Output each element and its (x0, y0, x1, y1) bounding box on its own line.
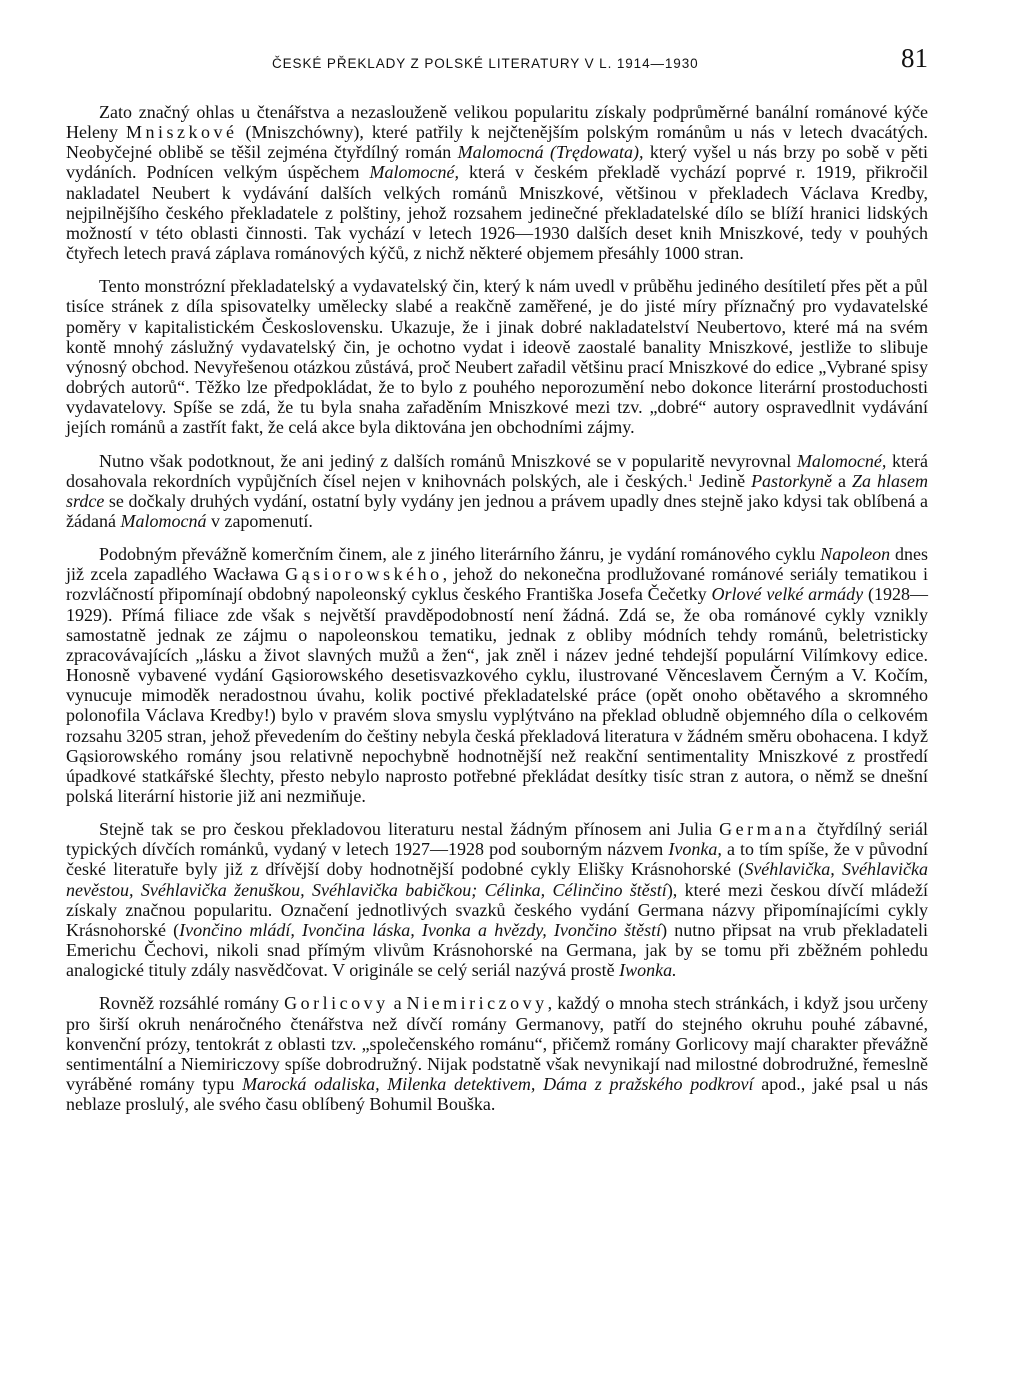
paragraph-3 (66, 451, 928, 532)
author-name-gasiorowski: Gąsiorowského (285, 564, 443, 585)
page-number: 81 (901, 43, 928, 73)
running-head-title: ČESKÉ PŘEKLADY Z POLSKÉ LITERATURY V L. 1914—1930 (272, 56, 699, 71)
p5-titles-krasnohorska: Svéhlavička, Svéhlavička nevěstou, Svéhlavička ženuškou, Svéhlavička babičkou; Célinka, Célinčino štěstí (66, 859, 928, 900)
p5-text-2: čtyřdílný seriál typických dívčích románků, vydaný v letech 1927—1928 pod souborným názvem (66, 819, 928, 860)
p1-title-malomocne: Malomocné, (369, 162, 459, 183)
p6-text-3: , každý o mnoha stech stránkách, i když jsou určeny pro širší okruh nenáročného čtenářstva než dívčí romány Germanovy, patří do stejného okruhu pouhé zábavné, konvenční prózy, tentokrát z oblasti tzv. „společenského románu“, přičemž romány Gorlicovy mají charakter převážně sentimentální a Niemiriczovy spíše dobrodružný. Nijak podstatně však nevynikají nad milostné dobrodružné, řemeslně vyráběné romány typu (66, 993, 928, 1095)
p3-title-malomocna: Malomocná (120, 510, 207, 531)
paragraph-5 (66, 819, 928, 980)
p1-title-malomocna: Malomocná (Trędowata), (457, 142, 644, 163)
paragraph-1 (66, 102, 928, 263)
author-name-gorlice: Gorlicovy (284, 993, 389, 1014)
author-name-niemiricz: Niemiriczovy (406, 993, 548, 1014)
p6-text-2: a (388, 993, 407, 1014)
p3-text-6: v zapomenutí. (206, 510, 313, 531)
p5-title-iwonka: Iwonka. (619, 960, 677, 981)
p4-text-3: , jehož do nekonečna prodlužované románové seriály tematikou i rozvláčností připomínají obdobný napoleonský cyklus českého Františka Josefa Čečetky (66, 564, 928, 605)
p4-title-orlove: Orlové velké armády (711, 584, 864, 605)
p5-text-1: Stejně tak se pro českou překladovou literaturu nestal žádným přínosem ani Julia (99, 819, 720, 840)
p4-text-2: dnes již zcela zapadlého Wacława (66, 544, 928, 585)
p6-titles-bouska: Marocká odaliska, Milenka detektivem, Dáma z pražského podkroví (242, 1074, 754, 1095)
p5-titles-ivonka-volumes: Ivončino mládí, Ivončina láska, Ivonka a hvězdy, Ivončino štěstí (179, 919, 662, 940)
p6-text-1: Rovněž rozsáhlé romány (99, 993, 285, 1014)
p3-title-malomocne: Malomocné, (796, 450, 887, 471)
p1-text-3: který vyšel u nás brzy po sobě v pěti vydáních. Podnícen velkým úspěchem (66, 142, 928, 183)
p2-text-1: Tento monstrózní překladatelský a vydavatelský čin, který k nám uvedl v průběhu jediného desítiletí přes pět a půl tisíce stránek z díla spisovatelky umělecky slabé a reakčně zaměřené, je do jisté míry příznačný pro vydavatelské poměry v kapitalistickém Československu. Ukazuje, že i jinak dobré nakladatelství Neubertovo, které má na svém kontě mnohý záslužný vydavatelský čin, je ochotno vydat i ideově zaostalé banality Mniszkové, jestliže to slibuje výnosný obchod. Nevyřešenou otázkou zůstává, proč Neubert zařadil většinu prací Mniszkové do edice „Vybrané spisy dobrých autorů“. Těžko lze předpokládat, že to bylo z pouhého neporozumění nebo dokonce literární prostoduchosti vydavatelovy. Spíše se zdá, že tu byla snaha zařaděním Mniszkové mezi tzv. „dobré“ autory ospravedlnit vydávání jejích románů a zastřít fakt, že celá akce byla diktována jen obchodními zájmy. (66, 276, 928, 438)
p3-title-pastorkyne: Pastorkyně (751, 470, 833, 491)
paragraph-4 (66, 544, 928, 806)
running-header (66, 42, 928, 82)
p4-title-napoleon: Napoleon (820, 544, 891, 565)
p3-text-2: která dosahovala rekordních vypůjčních čísel nejen v knihovnách polských, ale i českých. (66, 450, 928, 491)
article-body (66, 102, 928, 1127)
p1-text-4: která v českém překladě vychází poprvé r. 1919, přikročil nakladatel Neubert k vydávání dalších velkých románů Mniszkové, většinou v překladech Václava Kredby, nejpilnějšího českého překladatele z polštiny, jehož rozsahem jedinečné překladatelské dílo se blíží hranici lidských možností v této oblasti činnosti. Tak vychází v letech 1926—1930 dalších deset knih Mniszkové, tedy v pouhých čtyřech letech pravá záplava románových kýčů, z nichž některé objemem přesáhly 1000 stran. (66, 162, 929, 264)
p5-text-3: a to tím spíše, že v původní české literatuře byly již z dřívější doby hodnotnější podobné cykly Elišky Krásnohorské ( (66, 839, 928, 880)
p4-text-1: Podobným převážně komerčním činem, ale z jiného literárního žánru, je vydání románového cyklu (99, 544, 821, 565)
p1-text-2: (Mniszchówny), které patřily k nejčtenějším polským románům u nás v letech dvacátých. Neobyčejné oblibě se těšil zejména čtyřdílný román (66, 122, 928, 163)
p3-text-5: se dočkaly druhých vydání, ostatní byly vydány jen jednou a právem upadly dnes stejně jako kdysi tak oblíbená a žádaná (66, 490, 928, 531)
p3-title-za-hlasem-srdce: Za hlasem srdce (66, 470, 928, 511)
p3-text-3: Jedině (693, 470, 752, 491)
p1-text-1: Zato značný ohlas u čtenářstva a nezaslouženě velikou popularitu získaly podprůměrné banální románové kýče Heleny (66, 102, 928, 143)
paragraph-6 (66, 993, 928, 1114)
footnote-marker: 1 (687, 471, 694, 484)
p5-text-4: ), které mezi českou dívčí mládeží získaly značnou popularitu. Označení jednotlivých svazků českého vydání Germana názvy připomínajícími cykly Krásnohorské ( (66, 879, 928, 940)
p4-text-4: (1928—1929). Přímá filiace zde však s největší pravděpodobností není žádná. Zdá se, že oba románové cykly vznikly samostatně jednak ze zájmu o napoleonskou tematiku, jednak z obliby módních tehdy románů, beletristicky zpracovávajících „lásku a život slavných mužů a žen“, jak zněl i název jedné tehdejší populární Vilímkovy edice. Honosně vybavené vydání Gąsiorowského desetisvazkového cyklu, ilustrované Věnceslavem Černým a V. Kočím, vynucuje mimoděk neradostnou úvahu, kolik poctivé překladatelské práce (opět onoho obětavého a skromného polonofila Václava Kredby!) bylo v pravém slova smyslu vyplýtváno na překlad obludně objemného díla o celkovém rozsahu 3205 stran, jehož převedením do češtiny nebyla česká překladová literatura v žádném směru obohacena. I když Gąsiorowského romány jsou relativně nepochybně hodnotnější než reakční sentimentality Mniszkové z prostředí úpadkové statkářské šlechty, přesto nebylo naprosto potřebné překládat desítky tisíc stran z autora, o němž se dnešní polská literární historie již ani nezmiňuje. (66, 584, 929, 806)
p5-title-ivonka: Ivonka, (668, 839, 722, 860)
p3-text-4: a (832, 470, 852, 491)
p6-text-4: apod., jaké psal u nás neblaze proslulý, ale svého času oblíbený Bohumil Bouška. (66, 1074, 928, 1115)
author-name-mniszkova: Mniszkové (125, 122, 238, 143)
author-name-german: Germana (719, 819, 810, 840)
p3-text-1: Nutno však podotknout, že ani jediný z dalších románů Mniszkové se v popularitě nevyrovnal (99, 450, 797, 471)
paragraph-2 (66, 276, 928, 437)
p5-text-5: ) nutno připsat na vrub překladateli Emerichu Čechovi, nikoli snad přímým vlivům Krásnohorské na Germana, jak by se tomu při zběžném pohledu analogické tituly zdály nasvědčovat. V originále se celý seriál nazývá prostě (66, 919, 928, 981)
